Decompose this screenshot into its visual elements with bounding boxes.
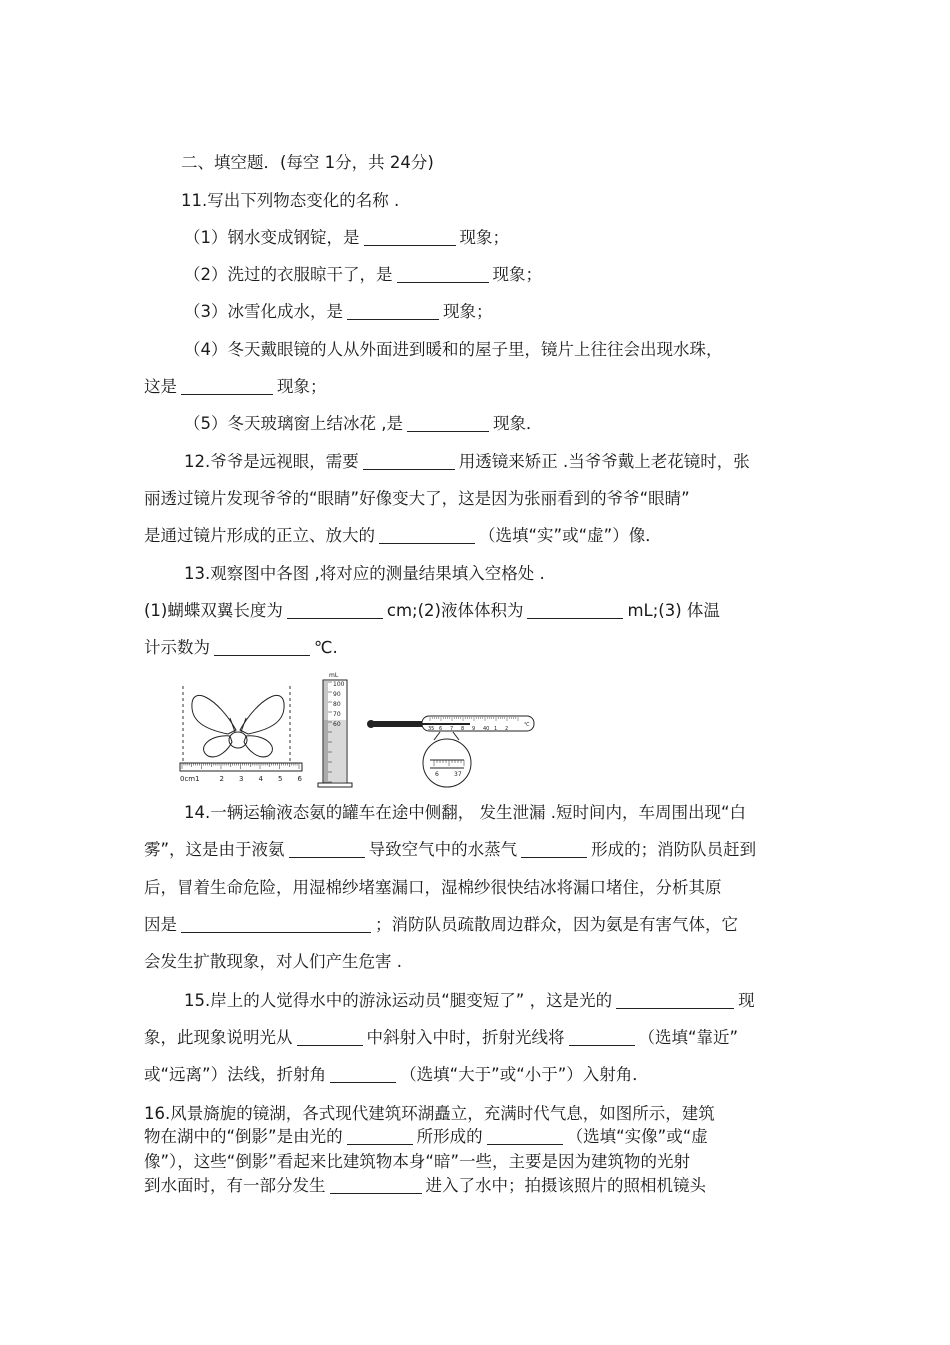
q11-item-5: [184, 413, 543, 435]
answer-blank[interactable]: [330, 1064, 396, 1083]
thermometer-figure: [367, 716, 534, 787]
ruler-label: 3: [239, 775, 244, 783]
q15-line-1: [184, 990, 755, 1012]
q16-line-4: [144, 1175, 706, 1197]
answer-blank[interactable]: [616, 990, 734, 1009]
q12-line-2: 丽透过镜片发现爷爷的“眼睛”好像变大了，这是因为张丽看到的爷爷“眼睛”: [144, 489, 690, 508]
q11-item-3: [184, 301, 493, 323]
q16-line-3: 像”），这些“倒影”看起来比建筑物本身“暗”一些，主要是因为建筑物的光射: [144, 1152, 690, 1171]
ruler-label: 6: [297, 775, 302, 783]
answer-blank[interactable]: [521, 839, 587, 858]
q13-line-2: [144, 637, 338, 659]
thermo-label: 1: [494, 726, 498, 732]
graduated-cylinder-figure: [318, 672, 352, 787]
answer-blank[interactable]: [330, 1175, 422, 1194]
liquid-column: [324, 720, 346, 782]
q14-text: 形成的；消防队员赶到: [591, 840, 757, 859]
cylinder-label: 80: [333, 701, 341, 708]
answer-blank[interactable]: [347, 1126, 413, 1145]
answer-blank[interactable]: [364, 227, 456, 246]
thermo-label: 6: [439, 726, 443, 732]
q11-item-4-line1: （4）冬天戴眼镜的人从外面进到暖和的屋子里，镜片上往往会出现水珠，: [184, 340, 723, 359]
q14-line-5: 会发生扩散现象，对人们产生危害 .: [144, 952, 402, 971]
q11-stem: 11.写出下列物态变化的名称 .: [181, 191, 400, 210]
q14-text: 雾”，这是由于液氨: [144, 840, 285, 859]
answer-blank[interactable]: [379, 525, 475, 544]
thermo-label: 9: [472, 726, 476, 732]
q15-text: 或“远离”）法线，折射角: [144, 1065, 327, 1084]
q14-text: ；消防队员疏散周边群众，因为氨是有害气体，它: [375, 915, 738, 934]
thermo-label: 8: [461, 726, 465, 732]
q11-item-1: [184, 227, 509, 249]
thermo-unit: ℃: [524, 722, 530, 728]
q11-item-4-suffix: 现象；: [277, 377, 327, 396]
q12-text: 是通过镜片形成的正立、放大的: [144, 526, 375, 545]
section-title: 二、填空题．(每空 1分，共 24分): [181, 153, 434, 172]
thermo-label: 2: [505, 726, 509, 732]
q14-text: 因是: [144, 915, 177, 934]
cylinder-label: 70: [333, 711, 341, 718]
q13-stem: 13.观察图中各图 ,将对应的测量结果填入空格处 .: [184, 564, 545, 583]
thermo-label: 7: [450, 726, 454, 732]
q11-item-3-suffix: 现象；: [443, 302, 493, 321]
answer-blank[interactable]: [287, 600, 383, 619]
q16-text: 所形成的: [416, 1127, 483, 1146]
q16-text: （选填“实像”或“虚: [566, 1127, 708, 1146]
answer-blank[interactable]: [407, 413, 489, 432]
answer-blank[interactable]: [569, 1027, 635, 1046]
q14-line-3: 后，冒着生命危险，用湿棉纱堵塞漏口，湿棉纱很快结冰将漏口堵住，分析其原: [144, 878, 722, 897]
q13-text: 计示数为: [144, 638, 210, 657]
q15-text: 象，此现象说明光从: [144, 1028, 293, 1047]
cylinder-unit: mL: [329, 672, 339, 679]
q13-line-1: [144, 600, 720, 622]
q13-text: (1)蝴蝶双翼长度为: [144, 601, 283, 620]
q16-line-1: 16.风景旖旎的镜湖，各式现代建筑环湖矗立，充满时代气息，如图所示，建筑: [144, 1104, 715, 1123]
q16-line-2: [144, 1126, 708, 1148]
q11-item-4-text: 这是: [144, 377, 177, 396]
ruler-label: 5: [278, 775, 283, 783]
answer-blank[interactable]: [289, 839, 365, 858]
ruler-label: 0cm1: [180, 775, 200, 783]
thermo-label: 40: [483, 726, 490, 732]
q11-item-2-text: （2）洗过的衣服晾干了，是: [184, 265, 393, 284]
measurement-figures: [178, 668, 538, 790]
q13-text: ℃.: [314, 638, 338, 657]
ruler-label: 2: [219, 775, 224, 783]
answer-blank[interactable]: [347, 301, 439, 320]
answer-blank[interactable]: [181, 914, 371, 933]
q15-line-2: [144, 1027, 738, 1049]
answer-blank[interactable]: [487, 1126, 563, 1145]
q14-line-1: 14.一辆运输液态氨的罐车在途中侧翻， 发生泄漏 .短时间内，车周围出现“白: [184, 803, 747, 822]
q15-text: 中斜射入中时，折射光线将: [366, 1028, 565, 1047]
q11-item-1-suffix: 现象；: [459, 228, 509, 247]
q11-item-3-text: （3）冰雪化成水，是: [184, 302, 343, 321]
q15-text: （选填“靠近”: [638, 1028, 739, 1047]
q16-text: 到水面时，有一部分发生: [144, 1176, 326, 1195]
q13-text: mL;(3) 体温: [627, 601, 720, 620]
thermo-label: 35: [428, 726, 435, 732]
q11-item-5-suffix: 现象．: [493, 414, 543, 433]
q15-text: （选填“大于”或“小于”）入射角．: [400, 1065, 649, 1084]
answer-blank[interactable]: [181, 376, 273, 395]
q14-text: 导致空气中的水蒸气: [368, 840, 518, 859]
answer-blank[interactable]: [527, 600, 623, 619]
q12-line-3: [144, 525, 662, 547]
answer-blank[interactable]: [214, 637, 310, 656]
answer-blank[interactable]: [397, 264, 489, 283]
butterfly-ruler-figure: [180, 686, 303, 783]
answer-blank[interactable]: [363, 451, 455, 470]
q16-text: 物在湖中的“倒影”是由光的: [144, 1127, 343, 1146]
zoom-label: 6: [435, 771, 439, 778]
answer-blank[interactable]: [297, 1027, 363, 1046]
q14-line-4: [144, 914, 738, 936]
q15-text: 15.岸上的人觉得水中的游泳运动员“腿变短了” ，这是光的: [184, 991, 613, 1010]
q11-item-2: [184, 264, 542, 286]
q12-line-1: [184, 451, 750, 473]
q12-text: 12.爷爷是远视眼，需要: [184, 452, 359, 471]
q16-text: 进入了水中；拍摄该照片的照相机镜头: [425, 1176, 706, 1195]
q11-item-2-suffix: 现象；: [492, 265, 542, 284]
cylinder-label: 100: [333, 681, 345, 688]
cylinder-label: 60: [333, 721, 341, 728]
ruler-label: 4: [258, 775, 263, 783]
q14-line-2: [144, 839, 756, 861]
q13-text: cm;(2)液体体积为: [386, 601, 524, 620]
q15-text: 现: [738, 991, 755, 1010]
q11-item-5-text: （5）冬天玻璃窗上结冰花 ,是: [184, 414, 403, 433]
cylinder-label: 90: [333, 691, 341, 698]
q11-item-4-line2: [144, 376, 327, 398]
q11-item-1-text: （1）钢水变成钢锭，是: [184, 228, 360, 247]
q12-text: （选填“实”或“虚”）像．: [479, 526, 662, 545]
zoom-label: 37: [454, 771, 462, 778]
q15-line-3: [144, 1064, 649, 1086]
q12-text: 用透镜来矫正 .当爷爷戴上老花镜时，张: [458, 452, 750, 471]
